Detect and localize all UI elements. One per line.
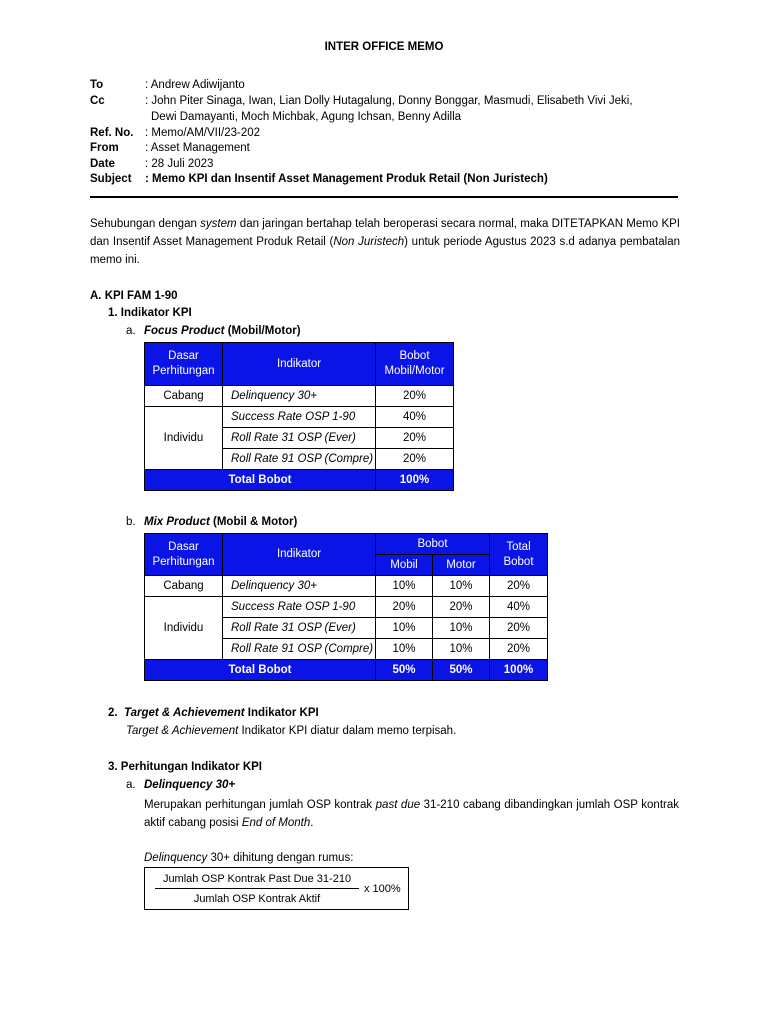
perhitungan-heading: 3. Perhitungan Indikator KPI [108,761,262,773]
motor-cell: 10% [433,576,490,597]
delinquency-text-3: 31-210 cabang dibandingkan jumlah OSP kontrak aktif cabang posisi [144,799,679,829]
total-bobot-label: Total Bobot [145,660,376,681]
ref-label: Ref. No. [90,127,134,139]
dasar-cell: Cabang [145,576,223,597]
header-indikator: Indikator [223,343,376,386]
indikator-cell: Roll Rate 91 OSP (Compre) [223,639,376,660]
from-value: : Asset Management [145,142,250,154]
focus-product-title-italic: Focus Product [144,325,225,337]
header-divider [90,196,678,198]
formula-intro-italic: Delinquency [144,852,208,864]
header-mobil: Mobil [376,555,433,576]
intro-paragraph [90,215,680,269]
bobot-cell: 20% [376,386,454,407]
delinquency-description [144,796,679,832]
mix-product-title-italic: Mix Product [144,516,210,528]
motor-cell: 10% [433,639,490,660]
header-dasar-perhitungan: Dasar Perhitungan [145,534,223,576]
total-row [145,470,454,491]
focus-product-marker: a. [126,325,136,337]
mix-product-table [144,533,548,681]
header-indikator: Indikator [223,534,376,576]
indikator-cell: Success Rate OSP 1-90 [223,597,376,618]
indikator-cell: Roll Rate 91 OSP (Compre) [223,449,376,470]
memo-title: INTER OFFICE MEMO [324,41,444,53]
subject-value: : Memo KPI dan Insentif Asset Management Produk Retail (Non Juristech) [145,173,548,185]
delinquency-text-4: End of Month [241,817,311,829]
mobil-cell: 10% [376,639,433,660]
section-2-title-rest: Indikator KPI [244,707,319,719]
section-2-body-rest: Indikator KPI diatur dalam memo terpisah. [238,725,457,737]
total-bobot-label: Total Bobot [145,470,376,491]
mix-product-marker: b. [126,516,136,528]
total-cell: 40% [490,597,548,618]
date-value: : 28 Juli 2023 [145,158,214,170]
section-2-title-italic: Target & Achievement [123,707,245,719]
table-row [145,576,548,597]
cc-value-line2: Dewi Damayanti, Moch Michbak, Agung Ichsan, Benny Adilla [151,111,462,123]
dasar-cell: Cabang [145,386,223,407]
target-achievement-body [126,724,456,739]
indikator-cell: Delinquency 30+ [223,386,376,407]
indikator-cell: Roll Rate 31 OSP (Ever) [223,618,376,639]
focus-product-title-rest: (Mobil/Motor) [224,325,301,337]
motor-cell: 20% [433,597,490,618]
total-mobil-value: 50% [376,660,433,681]
from-label: From [90,142,119,154]
delinquency-title: Delinquency 30+ [144,779,236,791]
header-bobot: Bobot [376,534,490,555]
mix-product-title-rest: (Mobil & Motor) [209,516,298,528]
section-2-body-italic: Target & Achievement [126,725,239,737]
formula-intro [144,851,353,866]
indikator-cell: Delinquency 30+ [223,576,376,597]
formula-numerator: Jumlah OSP Kontrak Past Due 31-210 [162,873,352,885]
subject-label: Subject [90,173,132,185]
bobot-cell: 20% [376,449,454,470]
delinquency-text-5: . [310,817,314,829]
total-total-value: 100% [490,660,548,681]
formula-multiplier: x 100% [364,883,401,895]
intro-text-2: system [200,218,237,230]
header-total-bobot: Total Bobot [490,534,548,576]
header-dasar-perhitungan: Dasar Perhitungan [145,343,223,386]
intro-text-1: Sehubungan dengan [90,218,201,230]
total-bobot-value: 100% [376,470,454,491]
table-row [145,407,454,428]
target-achievement-heading [108,706,319,721]
dasar-cell: Individu [145,597,223,660]
cc-label: Cc [90,95,105,107]
total-cell: 20% [490,639,548,660]
indikator-kpi-heading: 1. Indikator KPI [108,307,192,319]
total-row [145,660,548,681]
intro-text-4: Non Juristech [333,236,405,248]
header-bobot-mobil-motor: Bobot Mobil/Motor [376,343,454,386]
to-label: To [90,79,104,91]
intro-text-3: dan jaringan bertahap telah beroperasi secara normal, maka DITETAPKAN Memo KPI dan Insentif Asset Management Produk Retail ( [90,218,680,248]
delinquency-text-1: Merupakan perhitungan jumlah OSP kontrak [144,799,376,811]
intro-text-5: ) untuk periode Agustus 2023 s.d adanya pembatalan memo ini. [90,236,680,266]
to-value: : Andrew Adiwijanto [145,79,245,91]
total-cell: 20% [490,618,548,639]
focus-product-heading [144,324,301,339]
indikator-cell: Roll Rate 31 OSP (Ever) [223,428,376,449]
section-2-marker: 2. [108,707,118,719]
bobot-cell: 40% [376,407,454,428]
mobil-cell: 10% [376,618,433,639]
cc-value-line1: : John Piter Sinaga, Iwan, Lian Dolly Hutagalung, Donny Bonggar, Masmudi, Elisabeth Vivi Jeki, [145,95,633,107]
mobil-cell: 20% [376,597,433,618]
table-row [145,597,548,618]
indikator-cell: Success Rate OSP 1-90 [223,407,376,428]
motor-cell: 10% [433,618,490,639]
mobil-cell: 10% [376,576,433,597]
fraction-line [155,888,359,889]
delinquency-text-2: past due [375,799,421,811]
formula-intro-rest: 30+ dihitung dengan rumus: [207,852,354,864]
dasar-cell: Individu [145,407,223,470]
header-motor: Motor [433,555,490,576]
total-cell: 20% [490,576,548,597]
total-motor-value: 50% [433,660,490,681]
date-label: Date [90,158,115,170]
section-a-heading: A. KPI FAM 1-90 [90,290,178,302]
formula-denominator: Jumlah OSP Kontrak Aktif [193,893,321,905]
focus-product-table [144,342,454,491]
delinquency-marker: a. [126,779,136,791]
bobot-cell: 20% [376,428,454,449]
table-row [145,386,454,407]
mix-product-heading [144,515,297,530]
ref-value: : Memo/AM/VII/23-202 [145,127,261,139]
